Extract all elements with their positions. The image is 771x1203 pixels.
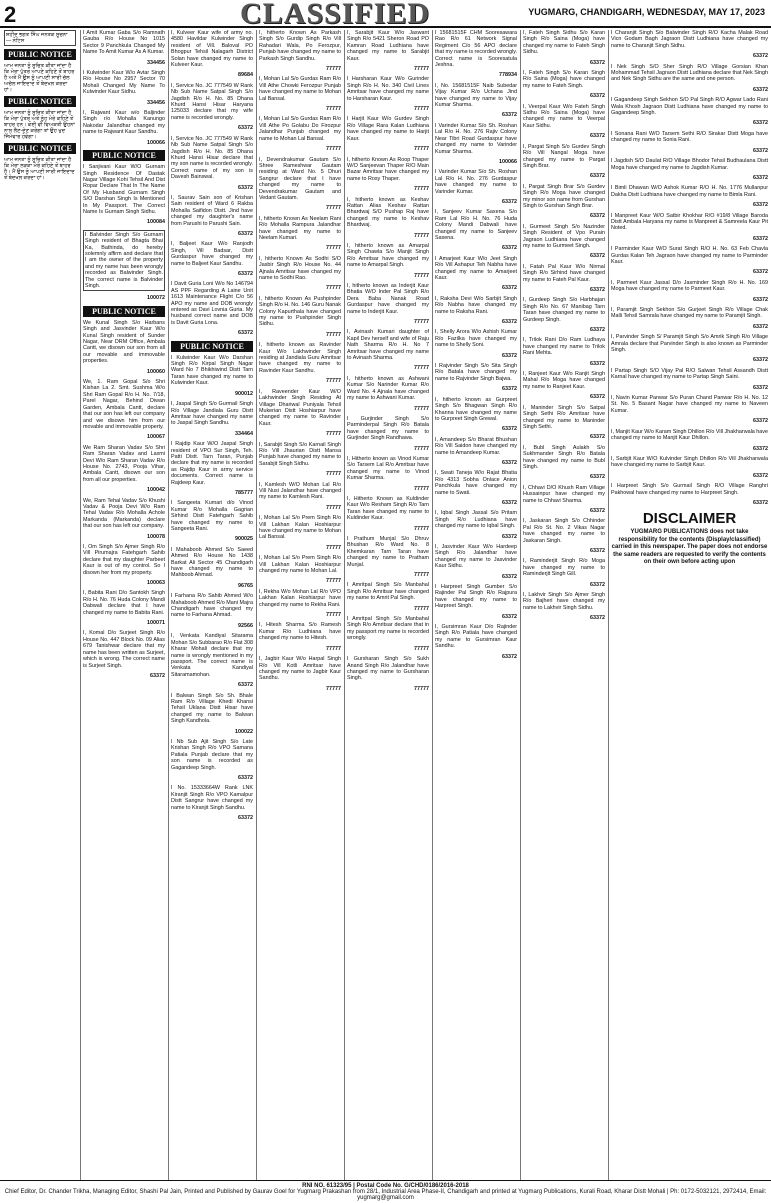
classified-ad: I, Parvinder Singh S/ Paramjit Singh S/o Amrik Singh R/o Village Amrala declare that Parvinder Singh is also known as Parminder Singh. bbox=[611, 334, 768, 354]
classified-ad: I, Mohan Lal S/o Gurdas Ram R/o Vill Athe Po Golabu Do Firozpur Jalandhar Punjab changed my name to Mohan Lal Bansal. bbox=[259, 116, 341, 142]
classified-ad: I, Devendrakumar Gautam S/o Shree Rameshwar Gautam residing at Ward No. 5 Dhuri Sangrur declare that I have changed my name to Devendrakumar Gautam and Vedant Gautam. bbox=[259, 156, 341, 201]
public-notice-header: PUBLIC NOTICE bbox=[83, 150, 165, 161]
classified-ad: I Varinder Kumar S/o Sh. Roshan Lal R/o H. No. 276 Gurdaspur have changed my name to Varinder Kumar. bbox=[435, 169, 517, 195]
ad-code: 77777 bbox=[326, 66, 341, 73]
ad-code: 77777 bbox=[414, 365, 429, 372]
classified-ad: We Ram Sharan Vadav S/o Shri Ram Sharan Vadav and Laxmi Devi W/o Ram Sharan Vadav R/o House No. 2743, Pooja Vihar, Ambala Cantt, disown our son from all our properties. bbox=[83, 444, 165, 483]
classified-ad: I, Swati Taneja W/o Rajat Bhatia R/o 4313 Sobha Onlace Anion Panchkula have changed my name to Swati. bbox=[435, 470, 517, 496]
public-notice-header: PUBLIC NOTICE bbox=[83, 306, 165, 317]
disclaimer-box bbox=[611, 510, 768, 567]
ad-code: 77777 bbox=[414, 146, 429, 153]
ad-code: 63372 bbox=[590, 173, 605, 180]
classified-ad: I, Avinash Kumari daughter of Kapil Dev herself and wife of Raju Nath Sharma R/o H. No 7 Amritsar have changed my name to Avinash Sharma. bbox=[347, 329, 429, 362]
classified-ad: I, Jagbir Kaur W/o Harpal Singh R/o Vill Kotli Amritsar have changed my name to Jagbir Kaur Sandhu. bbox=[259, 656, 341, 682]
classified-ad: I Manpreet Kaur W/O Satbir Khokhar R/O #19/8 Village Baroda Distt Ambala Haryana my name is Manpreet & Samreela Kaur Pit Noted. bbox=[611, 212, 768, 232]
ad-code: 778934 bbox=[499, 72, 517, 79]
ad-code: 63372 bbox=[590, 434, 605, 441]
classified-ad: I, Raveender Kaur W/O Lakhwinder Singh Residing At Village Dhariwal Puniyala Tehsil Mukerian Distt Hoshiarpur have changed my name to Ravinder Kaur. bbox=[259, 388, 341, 427]
column-7 bbox=[520, 30, 607, 1180]
ad-code: 100066 bbox=[499, 158, 517, 165]
ad-code: 63372 bbox=[753, 472, 768, 479]
ad-code: 100063 bbox=[147, 580, 165, 587]
ad-code: 63372 bbox=[753, 357, 768, 364]
ad-code: 63372 bbox=[753, 120, 768, 127]
ad-code: 100042 bbox=[147, 487, 165, 494]
ad-code: 77777 bbox=[414, 66, 429, 73]
ad-code: 77777 bbox=[326, 471, 341, 478]
classified-ad: I Gurjinder Singh S/o Parminderpal Singh R/o Batala have changed my name to Gurjinder Singh Randhawa. bbox=[347, 415, 429, 442]
ad-code: 77777 bbox=[326, 378, 341, 385]
classified-ad: I, hitherto known as Keshav Rattan Alias Keshav Rattan Bhardwaj S/O Pushap Raj have changed my name to Keshav Bhardwaj. bbox=[347, 196, 429, 229]
classified-ad: I, Jaspal Singh S/o Gurmail Singh R/o Village Jandiala Guru Distt Amritsar have changed my name to Jaspal Singh Sandhu. bbox=[171, 401, 253, 427]
classified-ad: I, Mohan Lal S/o Prem Singh R/o Vill Lakhan Kalan Hoshiarpur have changed my name to Mohan Lal Bansal. bbox=[259, 515, 341, 541]
classified-ad: I Nb Sub Ajit Singh S/o Late Krishan Singh R/o VPO Samana Patiala Punjab declare that my son name is recorded as Gagandeep Singh. bbox=[171, 738, 253, 771]
ad-code: 334464 bbox=[235, 430, 253, 437]
classified-ad: I, Lakhvir Singh S/o Ajmer Singh R/o Bajheri have changed my name to Lakhvir Singh Sidhu. bbox=[523, 592, 605, 611]
ad-code: 63372 bbox=[238, 125, 253, 132]
ad-code: 77777 bbox=[326, 645, 341, 652]
ad-code: 77777 bbox=[326, 331, 341, 338]
ad-code: 900025 bbox=[235, 536, 253, 543]
ad-code: 63372 bbox=[753, 499, 768, 506]
ad-code: 63372 bbox=[238, 682, 253, 689]
ad-code: 63372 bbox=[590, 59, 605, 66]
classified-ad: I, Sarbjit Kaur W/O Kulvinder Singh Dhillon R/o Vill Jhakharwala have changed my name to Sarbjit Kaur. bbox=[611, 455, 768, 469]
classified-ad: I Nek Singh S/O Sher Singh R/O Village Gorsian Khan Mohammad Tehsil Jagraon Distt Ludhiana declare that Nek Singh and Nek Singh Sidhu are the same and one person. bbox=[611, 63, 768, 83]
classified-ad: I, Baljeet Kaur W/o Ranjodh Singh, Vill Badsar, Distt Gurdaspur have changed my name to Baljeet Kaur Sandhu. bbox=[171, 241, 253, 267]
classified-ad: I Jagdish S/O Daulat R/O Village Bhodor Tehsil Budhaulana Distt Moga have changed my name to Jagdish Kumar. bbox=[611, 158, 768, 171]
classified-ad: I, hitherto known as Inderjit Kaur Bhatia W/O Inder Pal Singh R/o Dera Baba Nanak Road Gurdaspur have changed my name to Inderjit Kaur. bbox=[347, 283, 429, 315]
classified-ad: I Partap Singh S/O Vijay Pal R/O Salwan Tehsil Assandh Distt Karnal have changed my name to Partap Singh Saini. bbox=[611, 367, 768, 381]
ad-code: 77777 bbox=[326, 205, 341, 212]
ad-code: 77777 bbox=[326, 544, 341, 551]
classified-ad: I, Pargat Singh S/o Gurdev Singh R/o Vill Nangal Moga have changed my name to Pargat Singh Brar. bbox=[523, 143, 605, 169]
classified-ad: I Harjit Kaur W/o Gurdev Singh R/o Village Rara Kalan Ludhiana have changed my name to Harjit Kaur. bbox=[347, 116, 429, 142]
classified-ad: I, Mohan Lal S/o Prem Singh R/o Vill Lakhan Kalan Hoshiarpur changed my name to Mohan Lal. bbox=[259, 555, 341, 575]
classified-ad: I, hitherto Known As Neelam Rani R/o Mohalla Rampura Jalandhar have changed my name to Neelam Kumari. bbox=[259, 215, 341, 241]
classified-ad: I, Fatah Pal Kaur W/o Nirmal Singh R/o Sirhind have changed my name to Fateh Pal Kaur. bbox=[523, 263, 605, 283]
classified-ad: I, Gurdeep Singh S/o Harbhajan Singh R/o No. 67 Manibag Tarn Taran have changed my name to Gurdeep Singh. bbox=[523, 297, 605, 323]
column-1 bbox=[2, 30, 78, 1180]
ad-code: 77777 bbox=[326, 285, 341, 292]
ad-code: 77777 bbox=[414, 645, 429, 652]
ad-code: 900012 bbox=[235, 390, 253, 397]
classified-ad: I, Paramjit Singh Sekhon S/o Gurjeet Singh R/o Village Chak Malli Tehsil Samrala have changed my name to Paramjit Singh. bbox=[611, 307, 768, 320]
ad-code: 334456 bbox=[147, 59, 165, 66]
classified-ad: I Harsharan Kaur W/o Gurinder Singh R/o H. No. 340 Civil Lines Amritsar have changed my name to Harsharan Kaur. bbox=[347, 76, 429, 102]
ad-code: 77777 bbox=[414, 319, 429, 326]
ad-code: 63372 bbox=[238, 775, 253, 781]
ad-code: 63372 bbox=[753, 174, 768, 181]
classified-ad: I, Amandeep S/o Bharat Bhushan R/o Vill Saidon have changed my name to Amandeep Kumar. bbox=[435, 436, 517, 456]
ad-code: 63372 bbox=[150, 672, 165, 679]
classified-ad: I Sangeeta Kumari d/o Vinod Kumar R/o Mohalla Gagrian Sirhind Distt Fatehgarh Sahib have changed my name to Sangeeta Rani. bbox=[171, 500, 253, 532]
public-notice-header: PUBLIC NOTICE bbox=[4, 143, 76, 154]
classified-ad: I, Rekha W/o Mohan Lal R/o VPO Lakhan Kalan Hoshiarpur have changed my name to Rekha Rani. bbox=[259, 588, 341, 608]
classified-ad: I, Fateh Singh S/o Karan Singh R/o Saina (Moga) have changed my name to Fateh Singh. bbox=[523, 70, 605, 89]
classified-ad: I, hitherto known as Ravinder Kaur W/o Lakhwinder Singh residing at Jandiala Guru Amritsar have changed my name to Ravinder Kaur Sandhu. bbox=[259, 342, 341, 374]
ad-code: 77777 bbox=[326, 504, 341, 511]
ad-code: 63372 bbox=[502, 459, 517, 466]
ad-code: 63372 bbox=[502, 613, 517, 620]
ad-code: 92566 bbox=[238, 622, 253, 629]
classified-columns bbox=[2, 30, 769, 1180]
ad-code: 63372 bbox=[590, 253, 605, 260]
classified-ad: I, Komal D/o Surjeet Singh R/o House No. 447 Block No. 09 Alias 679 Tanishwar declare that my name has been written as Surjeet, which is wrong. The correct name is Surjeet Singh. bbox=[83, 630, 165, 669]
classified-ad: I Prathum Munjal S/o Dhruv Bhushan R/o Ward No. 8 Khemkaran Tarn Taran have changed my name to Pratham Munjal. bbox=[347, 536, 429, 568]
classified-ad: I 15681515F CHM Sooresawara Rao R/o 61 Network Signal Regiment C/o 56 APO declare that my name is recorded wrongly. Correct name is Sooresatula Jeshna. bbox=[435, 30, 517, 69]
ad-code: 63372 bbox=[753, 323, 768, 330]
page-number: 2 bbox=[4, 2, 17, 27]
classified-ad: I, Jaskaran Singh S/o Chhinder Pal R/o St. No. 2 Vikas Nagar have changed my name to Jaskaran Singh. bbox=[523, 518, 605, 544]
ad-code: 63372 bbox=[753, 269, 768, 276]
classified-ad: I, Hitherto known as Vinod Kumar S/o Tarsem Lal R/o Amritsar have changed my name to Vinod Kumar Sharma. bbox=[347, 455, 429, 482]
classified-ad: I, Gurmeet Singh S/o Nazinder Singh Resident of Vpo Purain Jagraon Ludhiana have changed my name to Gurmeet Singh. bbox=[523, 223, 605, 249]
ad-code: 63372 bbox=[753, 384, 768, 391]
ad-code: 63372 bbox=[590, 615, 605, 622]
classified-ad: I Charanjit Singh S/o Balwinder Singh R/O Kacha Malak Road Vicn Godam Bagh Jagraon Distt Ludhiana have changed my name to Charanjit Singh Sidhu. bbox=[611, 30, 768, 49]
classified-ad: I Kulwinder Kaur W/o Avtar Singh R/o House No 2957 Sector 70 Mohali Changed My Name To Kulwinder Kaur Sidhu. bbox=[83, 70, 165, 96]
dateline: YUGMARG, CHANDIGARH, WEDNESDAY, MAY 17, 2023 bbox=[528, 7, 765, 17]
ad-code: 63372 bbox=[753, 445, 768, 452]
ad-code: 334456 bbox=[147, 99, 165, 106]
ad-code: 63372 bbox=[753, 86, 768, 93]
ad-code: 63372 bbox=[502, 285, 517, 292]
ad-code: 63372 bbox=[753, 202, 768, 209]
disclaimer-heading: DISCLAIMER bbox=[642, 510, 737, 528]
ad-code: 63372 bbox=[753, 53, 768, 60]
classified-ad: I Amritpal Singh S/o Manbahal Singh R/o Amritsar declare that in my passport my name is recorded wrongly. bbox=[347, 616, 429, 642]
ad-code: 63372 bbox=[502, 319, 517, 326]
column-5 bbox=[344, 30, 431, 1180]
public-notice-header: PUBLIC NOTICE bbox=[4, 96, 76, 107]
ad-code: 63372 bbox=[238, 230, 253, 237]
ad-code: 100022 bbox=[235, 728, 253, 735]
classified-ad: I Davit Guria Loni W/o No 146794 AS PPF Regarding A Laine Unit 1613 Maintenance Flight C/o 56 APO my name and DOB wrongly entered as Davi Lovnia Guria. My husband correct name and DOB is Davit Guria Lona. bbox=[171, 281, 253, 326]
classified-ad: I Mahaboob Ahmed S/o Saeed Ahmed R/o House No 1438 Barkat Ali Sector 45 Chandigarh have changed my name to Mahboob Ahmad. bbox=[171, 546, 253, 579]
ad-code: 63372 bbox=[590, 548, 605, 554]
classified-ad: I, hitherto Known As Pushpinder Singh R/o H. No. 146 Guru Nanak Colony Kapurthala have changed my name to Pushpinder Singh Sidhu. bbox=[259, 295, 341, 328]
ad-code: 77777 bbox=[414, 445, 429, 452]
classified-ad: I No. 15333664W Rank LNK Kiranjit Singh R/o VPO Kamalpur Distt Sangrur have changed my name to Kiranjit Singh Sandhu. bbox=[171, 785, 253, 811]
ad-code: 63372 bbox=[590, 327, 605, 334]
top-notice: ਸ਼ਹੀਦ ਭਗਤ ਸਿੰਘ ਜਨਤਕ ਸੂਚਨਾ — ਨੋਟਿਸ bbox=[4, 30, 76, 46]
ad-code: 100071 bbox=[147, 620, 165, 627]
classified-ad: I Kulwinder Kaur W/o Darshan Singh R/o Kirpal Singh Nagar Ward No 7 Bhikhiwind Distt Tarn Taran have changed my name to Kulwinder Kaur. bbox=[171, 354, 253, 387]
classified-ad: I, Service No. JC 777549 W Rank Nb Sub Name Satpal Singh S/o Jagdish R/o H. No. 85 Dhana Khurd Hansi Hisar Haryana 125033 declare that my wife name is recorded wrongly. bbox=[171, 82, 253, 121]
ad-code: 63372 bbox=[502, 573, 517, 580]
ad-code: 77777 bbox=[414, 572, 429, 579]
classified-ad: I Amit Kumar Gaba S/o Ramnath Gauba R/o House No 1015 Sector 9 Panchkula Changed My Name To Amit Kumar As A Kumar. bbox=[83, 30, 165, 56]
classified-ad: I Bimli Dhawan W/O Ashok Kumar R/O H. No. 1776 Mullanpur Dakha Distt Ludhiana have changed my name to Bimla Rani. bbox=[611, 185, 768, 198]
classified-ad: I Harpreet Singh Gumber S/o Rajinder Pal Singh R/o Rajpura have changed my name to Harpreet Singh. bbox=[435, 584, 517, 610]
ad-code: 63372 bbox=[590, 133, 605, 140]
ad-code: 63372 bbox=[238, 271, 253, 277]
classified-ad: I, Navin Kumar Panwar S/o Puran Chand Panwar R/o H. No. 12 St. No. 5 Basant Nagar have changed my name to Naveen Kumar. bbox=[611, 395, 768, 414]
ad-code: 63372 bbox=[502, 352, 517, 359]
classified-ad: I Amarjeet Kaur W/o Jeet Singh R/o Vill Ashapur Teh Nabha have changed my name to Amarjeet Kaur. bbox=[435, 255, 517, 281]
column-8 bbox=[608, 30, 770, 1180]
ad-code: 77777 bbox=[326, 685, 341, 692]
ad-code: 100078 bbox=[147, 533, 165, 540]
ad-code: 100060 bbox=[147, 368, 165, 375]
classified-ad: I, hitherto known as Ashwani Kumar S/o Narinder Kumar R/o Ward No. 4 Ajnala have changed my name to Ashwani Kumar. bbox=[347, 375, 429, 402]
classified-ad: I, Rajwant Kaur w/o Baljinder Singh r/o Mohalla Kanungo Nakodar Jalandhar changed my name to Rajwant Kaur Sandhu. bbox=[83, 110, 165, 136]
classified-ad: I Harpreet Singh S/o Gurmail Singh R/O Village Ranghri Pakhowal have changed my name to Harpreet Singh. bbox=[611, 483, 768, 496]
classified-ad: We, Ram Tehal Vadav S/o Khushi Vadav & Pooja Devi W/o Ram Tehal Vadav R/o Mohalla Achole Markanda (Markanda) declare that our son has left our company. bbox=[83, 497, 165, 530]
classified-ad: I, Sanjeev Kumar Saxena S/o Ram Lal R/o H. No. 76 Huda Colony Mandi Dabwali have changed my name to Sanjeev Saxena. bbox=[435, 209, 517, 241]
ad-code: 100067 bbox=[147, 434, 165, 441]
classified-ad: I, Om Singh S/o Ajmer Singh R/o Vill Pirumajra Fatehgarh Sahib declare that my daughter Parbeet Kaur is out of my control. So I disown her from my property. bbox=[83, 544, 165, 576]
ad-code: 77777 bbox=[326, 578, 341, 585]
ad-code: 77777 bbox=[414, 405, 429, 412]
ad-code: 63372 bbox=[590, 394, 605, 401]
footer-imprint: Chief Editor, Dr. Chander Trikha, Managing Editor, Shashi Pal Jain, Printed and Published by Gaurav Goel for Yugmarg Prakashan from 28/1, Industrial Area Phase-II, Chandigarh and printed at Yugmarg Publications, Kurali Road, Kharar Distt Mohali | Ph: 0172-5032121, 2972414, Email: yugmarg@gmail.com bbox=[4, 1189, 767, 1201]
classified-ad: I, Gursimran Kaur D/o Rajinder Singh R/o Patiala have changed my name to Gursimran Kaur Sandhu. bbox=[435, 624, 517, 650]
classified-ad: I, Shelly Arora W/o Ashish Kumar R/o Fazilka have changed my name to Shelly Soni. bbox=[435, 329, 517, 349]
classified-ad: I, hitherto Known As Sodhi S/O Jasbir Singh R/o House No. 44 Ajnala Amritsar have changed my name to Sodhi Rao. bbox=[259, 255, 341, 281]
page-title: CLASSIFIED bbox=[240, 0, 431, 30]
classified-ad: I, hitherto Known As Roop Thaper W/O Sanjeevan Thaper R/O Main Bazar Amritsar have changed my name to Rosy Thaper. bbox=[347, 156, 429, 182]
ad-code: 63372 bbox=[753, 418, 768, 425]
classified-ad: I, Saurav Sain son of Krishan Sain resident of Ward 6 Rakba Mohalla Saifidon Distt. Jind have changed my daughter's name from Parushi to Parushi Sain. bbox=[171, 194, 253, 227]
footer bbox=[0, 1180, 771, 1203]
classified-ad: I, hitherto known as Gurpreet Singh S/o Bhagwan Singh R/o Khanna have changed my name to Gurpreet Singh Grewal. bbox=[435, 396, 517, 422]
classified-ad: I Balwan Singh S/o Sh. Bhale Ram R/o Village Khedi Khansi Tehsil Uklana Distt Hisar have changed my name to Balwan Singh Kandhola. bbox=[171, 692, 253, 725]
classified-ad: I Gagandeep Singh Sekhon S/O Pal Singh R/O Agwar Lado Rani Wala Khosh Jagraon Distt Ludhiana have changed my name to Gagandeep Singh. bbox=[611, 97, 768, 117]
classified-ad: I, Kamlesh W/O Mohan Lal R/o Vill Nusi Jalandhar have changed my name to Kamlesh Rani. bbox=[259, 481, 341, 501]
classified-ad: I Farhana R/o Sahib Ahmed W/o Mahaboob Ahmed R/o Mani Majra Chandigarh have changed my name to Farhana Ahmad. bbox=[171, 593, 253, 619]
ad-code: 77777 bbox=[414, 232, 429, 239]
ad-code: 77777 bbox=[414, 106, 429, 113]
column-2 bbox=[80, 30, 167, 1180]
ad-code: 100072 bbox=[147, 295, 165, 302]
classified-ad: I, No. 15681515F Naib Subedar Vijay Kumar R/o Uchana Jind have changed my name to Vijay Kumar Sharma. bbox=[435, 82, 517, 109]
ad-code: 63372 bbox=[502, 112, 517, 119]
ad-code: 63372 bbox=[753, 296, 768, 303]
ad-code: 63372 bbox=[502, 533, 517, 540]
ad-code: 63372 bbox=[238, 184, 253, 191]
classified-ad: I, Jasvinder Kaur W/o Hardeep Singh R/o Jalandhar have changed my name to Jasvinder Kaur Sidhu. bbox=[435, 544, 517, 570]
classified-ad: I Amritpal Singh S/o Manbahal Singh R/o Amritsar have changed my name to Amrit Pal Singh. bbox=[347, 582, 429, 602]
classified-ad: I, Sarabjit Kaur W/o Jaswant Singh R/o 5421 Sheron Road PO Kamran Road Ludhiana have changed my name to Sarabjit Kaur. bbox=[347, 30, 429, 62]
ad-code: 63372 bbox=[502, 198, 517, 205]
ad-code: 77777 bbox=[326, 245, 341, 252]
ad-code: 77777 bbox=[326, 106, 341, 113]
notice-text: ਆਮ ਜਨਤਾ ਨੂੰ ਸੂਚਿਤ ਕੀਤਾ ਜਾਂਦਾ ਹੈ ਕਿ ਮੇਰਾ ਪੁੱਤਰ ਅਤੇ ਨੂੰਹ ਮੇਰੇ ਕਹਿਣੇ ਤੋਂ ਬਾਹਰ ਹਨ। ਕੋਈ ਵੀ ਵਿਅਕਤੀ ਉਹਨਾਂ ਨਾਲ ਲੈਣ-ਦੇਣ ਕਰੇਗਾ ਤਾਂ ਉਹ ਖੁਦ ਜਿੰਮੇਵਾਰ ਹੋਵੇਗਾ। bbox=[4, 110, 75, 140]
ad-code: 63372 bbox=[502, 245, 517, 252]
classified-ad: I, Maninder Singh S/o Satpal Singh Sethi R/o Amritsar have changed my name to Maninder Singh Sethi. bbox=[523, 404, 605, 430]
ad-code: 63372 bbox=[590, 93, 605, 100]
ad-code: 96765 bbox=[238, 582, 253, 589]
ad-code: 77777 bbox=[414, 525, 429, 532]
notice-text: ਆਮ ਜਨਤਾ ਨੂੰ ਸੂਚਿਤ ਕੀਤਾ ਜਾਂਦਾ ਹੈ ਕਿ ਮੇਰਾ ਲੜਕਾ ਮੇਰੇ ਕਹਿਣੇ ਤੋਂ ਬਾਹਰ ਹੈ। ਮੈਂ ਉਸ ਨੂੰ ਆਪਣੀ ਸਾਰੀ ਜਾਇਦਾਦ ਤੋਂ ਬੇਦਖਲ ਕਰਦਾ ਹਾਂ। bbox=[4, 157, 75, 181]
ad-code: 77777 bbox=[414, 605, 429, 612]
ad-code: 63372 bbox=[590, 360, 605, 367]
classified-ad: I, Hitesh Sharma S/o Ramesh Kumar R/o Ludhiana have changed my name to Hitesh. bbox=[259, 622, 341, 642]
ad-code: 63372 bbox=[502, 653, 517, 660]
ad-code: 89684 bbox=[238, 72, 253, 79]
ad-code: 63372 bbox=[590, 507, 605, 514]
classified-ad: I, Service No. JC 777549 W Rank Nb Sub Name Satpal Singh S/o Jagdish R/o H. No. 85 Dhana Khurd Hansi Hisar declare that my son name is recorded wrongly. Correct name of my son is Davesh Bainswal. bbox=[171, 135, 253, 181]
ad-code: 785777 bbox=[235, 489, 253, 496]
ad-code: 63372 bbox=[238, 815, 253, 822]
notice-text: ਆਮ ਜਨਤਾ ਨੂੰ ਸੂਚਿਤ ਕੀਤਾ ਜਾਂਦਾ ਹੈ ਕਿ ਮੇਰਾ ਪੁੱਤਰ ਆਪਣੇ ਕਹਿਣੇ ਤੋਂ ਬਾਹਰ ਹੈ ਅਤੇ ਮੈਂ ਉਸ ਨੂੰ ਆਪਣੀ ਸਾਰੀ ਚੱਲ ਅਚੱਲ ਜਾਇਦਾਦ ਤੋਂ ਬੇਦਖਲ ਕਰਦਾ ਹਾਂ। bbox=[4, 63, 75, 93]
classified-ad: I, Pargat Singh Brar S/o Gurdev Singh R/o Moga have changed my minor son name from Gurshan Singh to Gurshan Singh Brar. bbox=[523, 183, 605, 209]
ad-code: 77777 bbox=[326, 431, 341, 438]
classified-ad: We Kunal Singh S/o Harbans Singh and Jasvinder Kaur W/o Kunal Singh resident of Sunder Nagar, Near DRM Office, Ambala Cantt, we disown our son from all our movable and immovable properties. bbox=[83, 319, 165, 365]
ad-code: 100084 bbox=[147, 219, 165, 226]
classified-ad: I, hitherto known as Amarpal Singh Chawla S/o Manjit Singh R/o Amritsar have changed my name to Amarpal Singh. bbox=[347, 242, 429, 269]
public-notice-header: PUBLIC NOTICE bbox=[4, 49, 76, 60]
ad-code: 100066 bbox=[147, 139, 165, 146]
classified-ad: I, Ranjeet Kaur W/o Ranjit Singh Mahal R/o Moga have changed my name to Ranjeet Kaur. bbox=[523, 371, 605, 390]
classified-ad: I Rajvinder Singh S/o Sita Singh R/o Batala have changed my name to Rajvinder Singh Bajwa. bbox=[435, 363, 517, 382]
classified-ad: I, Sarabjit Singh S/o Karnail Singh R/o Vill Jhaurian Distt Mansa Punjab have changed my name to Sarabjit Singh Sidhu. bbox=[259, 441, 341, 467]
classified-ad: I, Trilok Rani D/o Ram Ludhaya have changed my name to Trilok Rani Mehta. bbox=[523, 337, 605, 357]
classified-ad: I Gursharan Singh S/o Sukh Anand Singh R/o Jalandhar have changed my name to Gursharan Singh. bbox=[347, 656, 429, 682]
classified-ad: I Rajdip Kaur W/O Jaspal Singh resident of VPO Sur Singh, Teh. Patti Distt. Tarn Taran, Punjab declare that my name is recorded as Rajdip Kaur in army service documents. Correct name is Rajdeep Kaur. bbox=[171, 441, 253, 486]
ad-code: 77777 bbox=[414, 186, 429, 193]
ad-code: 63372 bbox=[590, 287, 605, 293]
ad-code: 77777 bbox=[414, 272, 429, 279]
classified-ad: I, Manjit Kaur W/o Karam Singh Dhillon R/o Vill Jhakharwala have changed my name to Manjit Kaur Dhillon. bbox=[611, 428, 768, 442]
classified-ad: I, Parmeet Kaur Jassal D/o Jasminder Singh R/o H. No. 169 Moga have changed my name to Parmeet Kaur. bbox=[611, 279, 768, 293]
classified-ad: I, Venkata Kandiyal Sitarama Mohan S/o Subbarao R/o Flat 308 Kharar Mohali declare that my name is wrongly mentioned in my passport. The correct name is Venkata Kandiyal Sitaramamohan. bbox=[171, 633, 253, 678]
classified-ad: I, Iqbal Singh Jassal S/o Pritam Singh R/o Ludhiana have changed my name to Iqbal Singh. bbox=[435, 510, 517, 530]
column-4 bbox=[256, 30, 343, 1180]
ad-code: 63372 bbox=[238, 330, 253, 337]
ad-code: 63372 bbox=[502, 386, 517, 393]
ad-code: 63372 bbox=[590, 474, 605, 481]
classified-ad: I, hitherto Known As Parkash Singh S/o Gurdip Singh R/o Vill Rahadari Wala, Po Ferozpur, Punjab have changed my name to Parkash Singh Sandhu. bbox=[259, 30, 341, 62]
classified-ad: I, Babita Rani D/o Santokh Singh R/o H. No. 76 Huda Colony Mandi Dabwali declare that I have changed my name to Babita Rani. bbox=[83, 590, 165, 616]
public-notice-header: PUBLIC NOTICE bbox=[171, 341, 253, 352]
ad-code: 77777 bbox=[326, 146, 341, 153]
classified-ad: I Sonana Rani W/O Tarsem Sethi R/O Sirakar Distt Moga have changed my name to Sonia Rani. bbox=[611, 130, 768, 144]
classified-ad: I Varinder Kumar S/o Sh. Roshan Lal R/o H. No. 276 Rajiv Colony Near Tibri Road Gurdaspur have changed my name to Varinder Kumar Sharma. bbox=[435, 122, 517, 155]
classified-ad: I, Mohan Lal S/o Gurdas Ram R/o Vill Athe Chowki Ferozpur Punjab have changed my name to Mohan Lal Bansal. bbox=[259, 76, 341, 102]
classified-ad: I, Raksha Devi W/o Sarbjit Singh R/o Nabha have changed my name to Raksha Rani. bbox=[435, 295, 517, 315]
classified-ad: I Sanjivani Kaur W/O Gurnam Singh Residence Of Dastak Nagar Village Kohi Tehsil And Dist Ropar Declare That In The Name Of My Husband Gurnam Singh S/O Darshan Singh Is Mentioned In My Passport. The Correct Name Is Gurnam Singh Sidhu. bbox=[83, 164, 165, 215]
ad-code: 77777 bbox=[326, 612, 341, 619]
classified-ad: I, Kulveer Kaur wife of army no. 4580 Havildar Kulwinder Singh resident of Vill. Baloval PO Bhogpur Tehsil Nalagarh District Solan have changed my name to Kulveer Kaur. bbox=[171, 30, 253, 69]
column-6 bbox=[432, 30, 519, 1180]
ad-code: 63372 bbox=[590, 581, 605, 588]
footer-rni: RNI NO. 61323/95 | Postal Code No. G/CHD/0186/2016-2018 bbox=[302, 1183, 469, 1189]
classified-ad: I Balvinder Singh S/o Gurnam Singh resident of Bhagta Bhai Ka, Bathinda, do hereby solemnly affirm and declare that I am the owner of the property and my name has been wrongly recorded as Balwinder Singh. The correct name is Balvinder Singh. bbox=[83, 230, 165, 292]
column-3 bbox=[168, 30, 255, 1180]
ad-code: 77777 bbox=[414, 685, 429, 692]
ad-code: 77777 bbox=[414, 485, 429, 492]
classified-ad: I Parminder Kaur W/O Surat Singh R/O H. No. 63 Feb Chavla Gurdas Kalan Teh Jagraon have changed my name to Parminder Kaur. bbox=[611, 246, 768, 265]
classified-ad: I, Chhavi D/O Khush Ram Village Hussainpur have changed my name to Chhavi Sharma. bbox=[523, 484, 605, 504]
ad-code: 63372 bbox=[753, 147, 768, 154]
ad-code: 63372 bbox=[502, 499, 517, 506]
ad-code: 63372 bbox=[753, 235, 768, 242]
disclaimer-body: YUGMARG PUBLICATIONS does not take responsibility for the contents (Display/classified) carried in this newspaper. The paper does not endorse the same readers are requested to verify the contents on their own before acting upon bbox=[611, 529, 768, 566]
classified-ad: I, Fateh Singh Sidhu S/o Karan Singh R/o Saina (Moga) have changed my name to Fateh Singh Sidhu. bbox=[523, 30, 605, 56]
classified-ad: I, Hitherto Known as Kuldinder Kaur W/o Resham Singh R/o Tarn Taran have changed my name to Kuldinder Kaur. bbox=[347, 495, 429, 522]
classified-ad: I, Veerpal Kaur W/o Fateh Singh Sidhu R/o Saina (Moga) have changed my name to Veerpal Kaur Sidhu. bbox=[523, 103, 605, 129]
classified-ad: I, Bubl Singh Aulakh S/o Sukhmander Singh R/o Batala have changed my name to Bubl Singh. bbox=[523, 444, 605, 470]
ad-code: 63372 bbox=[590, 213, 605, 220]
classified-ad: I, Raminderjit Singh R/o Moga have changed my name to Raminderjit Singh Gill. bbox=[523, 558, 605, 578]
masthead bbox=[0, 0, 771, 28]
classified-ad: We, 1. Ram Gopal S/o Shri Kishan La 2. Smt. Sushma W/o Shri Ram Gopal R/o H. No. 7/18, Parel Nagar, Behind Diwan Garden, Ambala Cantt, declare that our son has left our company and we disown him from our movable and immovable property. bbox=[83, 379, 165, 430]
ad-code: 63372 bbox=[502, 426, 517, 433]
